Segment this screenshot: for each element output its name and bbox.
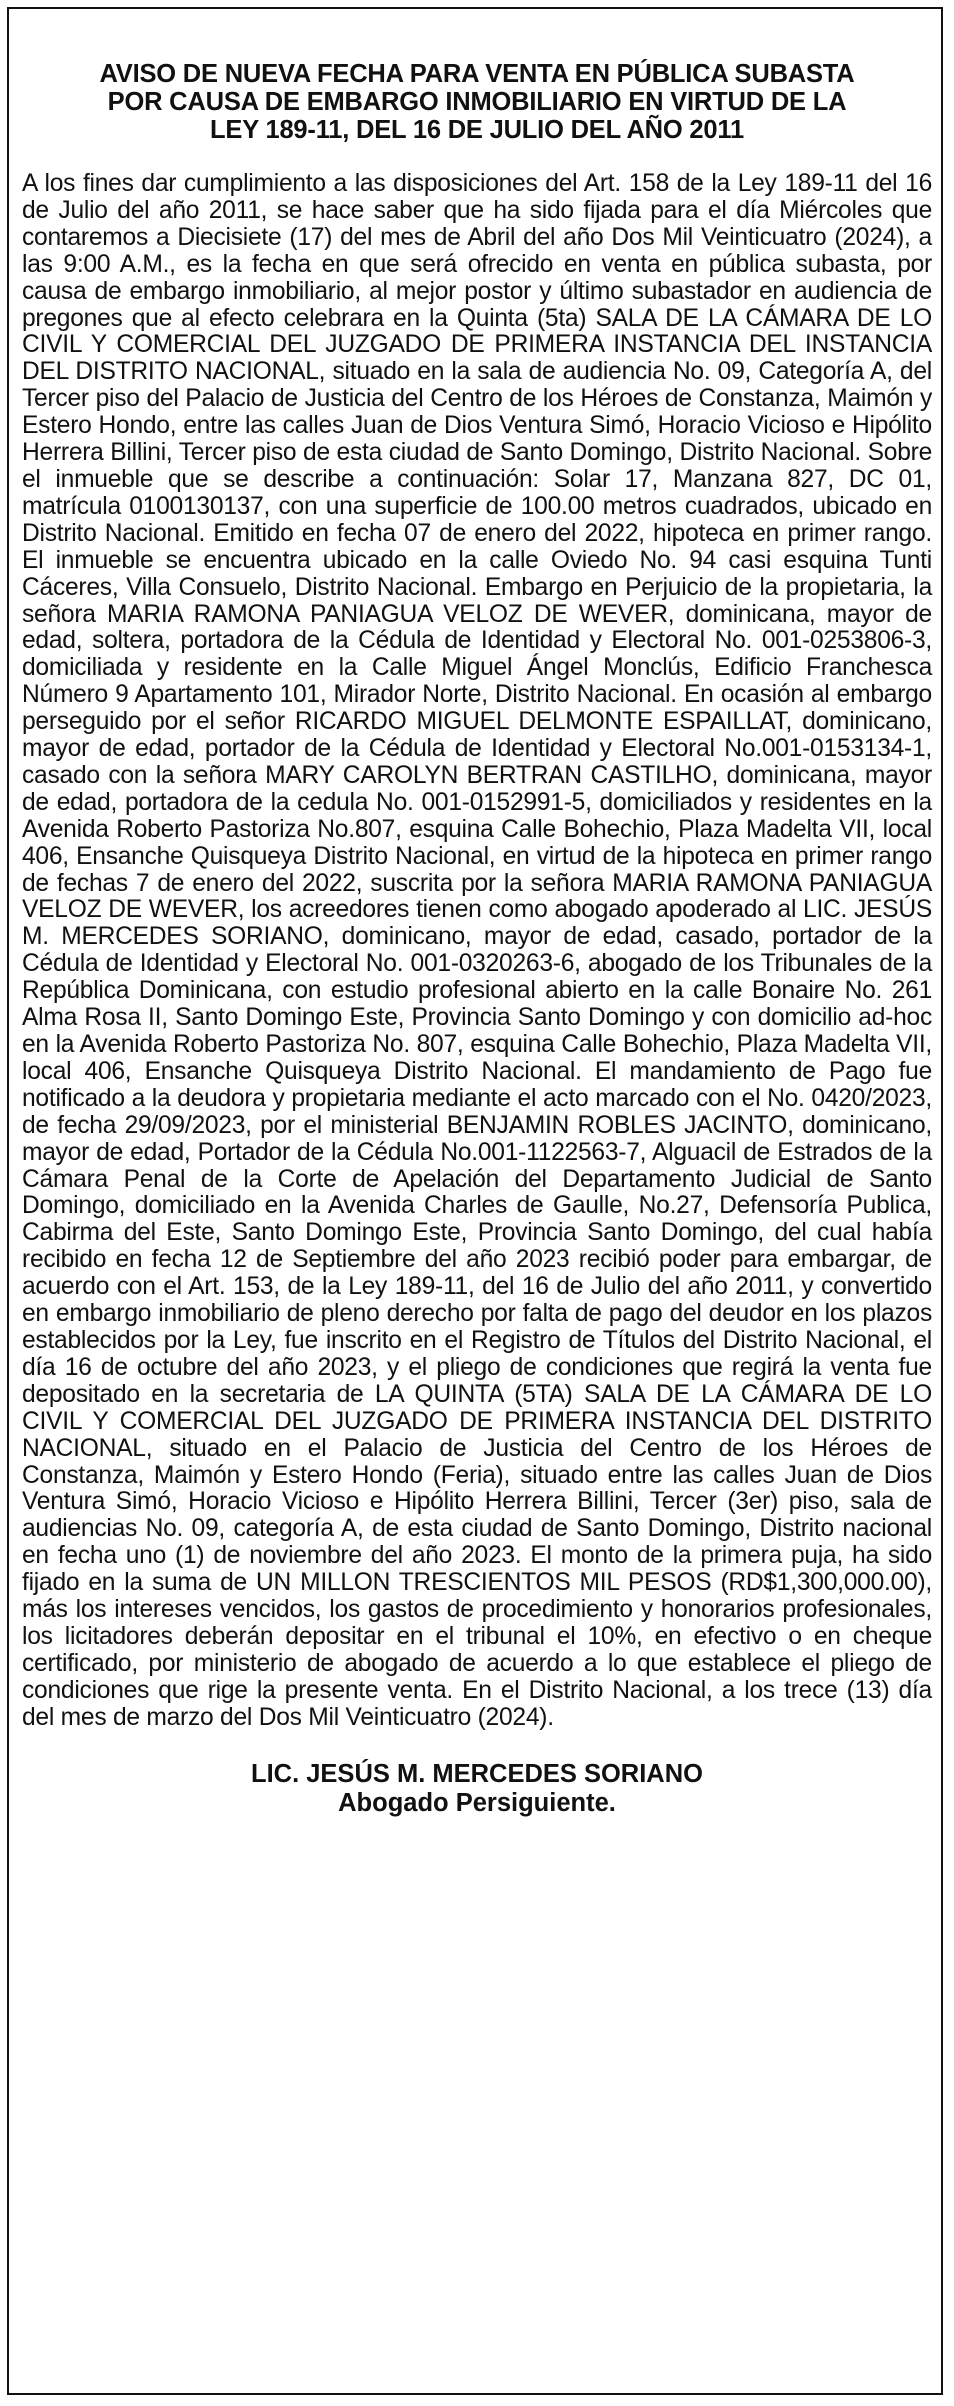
legal-notice: [22, 60, 932, 1818]
notice-body: A los fines dar cumplimiento a las disposiciones del Art. 158 de la Ley 189-11 del 16 de Julio del año 2011, se hace saber que ha sido fijada para el día Miércoles que contaremos a Diecisiete (17) del mes de Abril del año Dos Mil Veinticuatro (2024), a las 9:00 A.M., es la fecha en que será ofrecido en venta en pública subasta, por causa de embargo inmobiliario, al mejor postor y último subastador en audiencia de pregones que al efecto celebrara en la Quinta (5ta) SALA DE LA CÁMARA DE LO CIVIL Y COMERCIAL DEL JUZGADO DE PRIMERA INSTANCIA DEL INSTANCIA DEL DISTRITO NACIONAL, situado en la sala de audiencia No. 09, Categoría A, del Tercer piso del Palacio de Justicia del Centro de los Héroes de Constanza, Maimón y Estero Hondo, entre las calles Juan de Dios Ventura Simó, Horacio Vicioso e Hipólito Herrera Billini, Tercer piso de esta ciudad de Santo Domingo, Distrito Nacional. Sobre el inmueble que se describe a continuación: Solar 17, Manzana 827, DC 01, matrícula 0100130137, con una superficie de 100.00 metros cuadrados, ubicado en Distrito Nacional. Emitido en fecha 07 de enero del 2022, hipoteca en primer rango. El inmueble se encuentra ubicado en la calle Oviedo No. 94 casi esquina Tunti Cáceres, Villa Consuelo, Distrito Nacional. Embargo en Perjuicio de la propietaria, la señora MARIA RAMONA PANIAGUA VELOZ DE WEVER, dominicana, mayor de edad, soltera, portadora de la Cédula de Identidad y Electoral No. 001-0253806-3, domiciliada y residente en la Calle Miguel Ángel Monclús, Edificio Franchesca Número 9 Apartamento 101, Mirador Norte, Distrito Nacional. En ocasión al embargo perseguido por el señor RICARDO MIGUEL DELMONTE ESPAILLAT, dominicano, mayor de edad, portador de la Cédula de Identidad y Electoral No.001-0153134-1, casado con la señora MARY CAROLYN BERTRAN CASTILHO, dominicana, mayor de edad, portadora de la cedula No. 001-0152991-5, domiciliados y residentes en la Avenida Roberto Pastoriza No.807, esquina Calle Bohechio, Plaza Madelta VII, local 406, Ensanche Quisqueya Distrito Nacional, en virtud de la hipoteca en primer rango de fechas 7 de enero del 2022, suscrita por la señora MARIA RAMONA PANIAGUA VELOZ DE WEVER, los acreedores tienen como abogado apoderado al LIC. JESÚS M. MERCEDES SORIANO, dominicano, mayor de edad, casado, portador de la Cédula de Identidad y Electoral No. 001-0320263-6, abogado de los Tribunales de la República Dominicana, con estudio profesional abierto en la calle Bonaire No. 261 Alma Rosa II, Santo Domingo Este, Provincia Santo Domingo y con domicilio ad-hoc en la Avenida Roberto Pastoriza No. 807, esquina Calle Bohechio, Plaza Madelta VII, local 406, Ensanche Quisqueya Distrito Nacional. El mandamiento de Pago fue notificado a la deudora y propietaria mediante el acto marcado con el No. 0420/2023, de fecha 29/09/2023, por el ministerial BENJAMIN ROBLES JACINTO, dominicano, mayor de edad, Portador de la Cédula No.001-1122563-7, Alguacil de Estrados de la Cámara Penal de la Corte de Apelación del Departamento Judicial de Santo Domingo, domiciliado en la Avenida Charles de Gaulle, No.27, Defensoría Publica, Cabirma del Este, Santo Domingo Este, Provincia Santo Domingo, del cual había recibido en fecha 12 de Septiembre del año 2023 recibió poder para embargar, de acuerdo con el Art. 153, de la Ley 189-11, del 16 de Julio del año 2011, y convertido en embargo inmobiliario de pleno derecho por falta de pago del deudor en los plazos establecidos por la Ley, fue inscrito en el Registro de Títulos del Distrito Nacional, el día 16 de octubre del año 2023, y el pliego de condiciones que regirá la venta fue depositado en la secretaria de LA QUINTA (5TA) SALA DE LA CÁMARA DE LO CIVIL Y COMERCIAL DEL JUZGADO DE PRIMERA INSTANCIA DEL DISTRITO NACIONAL, situado en el Palacio de Justicia del Centro de los Héroes de Constanza, Maimón y Estero Hondo (Feria), situado entre las calles Juan de Dios Ventura Simó, Horacio Vicioso e Hipólito Herrera Billini, Tercer (3er) piso, sala de audiencias No. 09, categoría A, de esta ciudad de Santo Domingo, Distrito nacional en fecha uno (1) de noviembre del año 2023. El monto de la primera puja, ha sido fijado en la suma de UN MILLON TRESCIENTOS MIL PESOS (RD$1,300,000.00), más los intereses vencidos, los gastos de procedimiento y honorarios profesionales, los licitadores deberán depositar en el tribunal el 10%, en efectivo o en cheque certificado, por ministerio de abogado de acuerdo a lo que establece el pliego de condiciones que rige la presente venta. En el Distrito Nacional, a los trece (13) día del mes de marzo del Dos Mil Veinticuatro (2024).: [22, 170, 932, 1731]
notice-title: [22, 60, 932, 144]
signature-block: [22, 1760, 932, 1818]
signature-name: LIC. JESÚS M. MERCEDES SORIANO: [251, 1759, 703, 1788]
notice-title-line: POR CAUSA DE EMBARGO INMOBILIARIO EN VIRTUD DE LA: [107, 88, 847, 116]
notice-title-line: LEY 189-11, DEL 16 DE JULIO DEL AÑO 2011: [210, 116, 744, 144]
signature-role: Abogado Persiguiente.: [338, 1788, 616, 1817]
notice-title-line: AVISO DE NUEVA FECHA PARA VENTA EN PÚBLICA SUBASTA: [99, 60, 855, 88]
